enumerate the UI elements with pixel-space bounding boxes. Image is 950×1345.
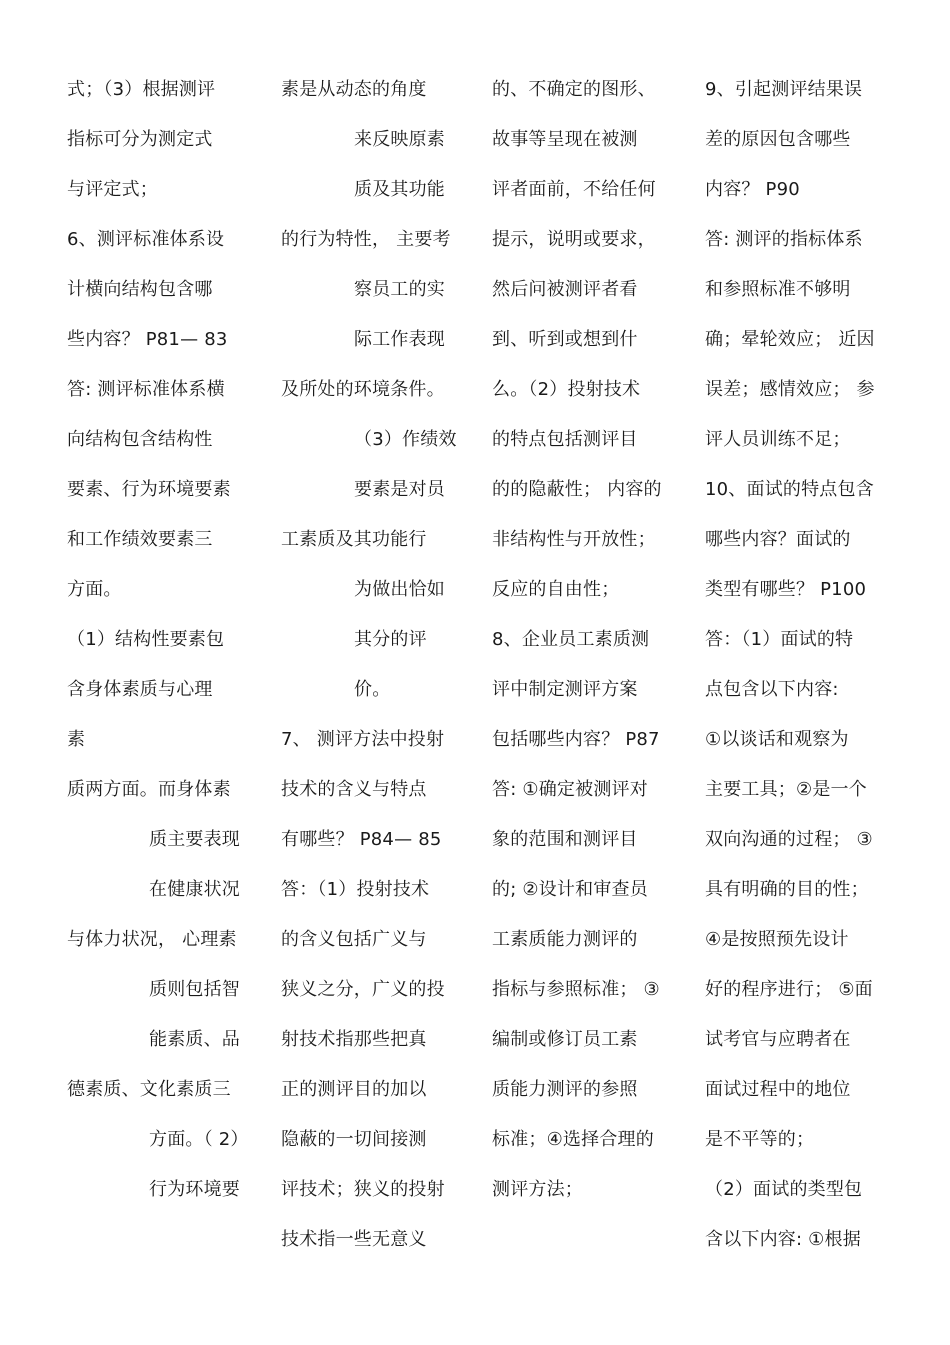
- text-line: 7、 测评方法中投射: [281, 729, 445, 750]
- text-line: 狭义之分，广义的投: [281, 979, 445, 1000]
- text-line: 其分的评: [354, 629, 427, 650]
- text-line: 些内容？ P81— 83: [67, 329, 228, 350]
- text-line: 技术的含义与特点: [281, 779, 427, 800]
- text-line: 的、不确定的图形、: [492, 79, 656, 100]
- text-line: 哪些内容？面试的: [705, 529, 851, 550]
- text-line: 向结构包含结构性: [67, 429, 213, 450]
- text-line: 隐蔽的一切间接测: [281, 1129, 427, 1150]
- text-line: 行为环境要: [149, 1179, 240, 1200]
- text-line: 象的范围和测评目: [492, 829, 638, 850]
- text-line: 答: ①确定被测评对: [492, 779, 648, 800]
- text-line: 来反映原素: [354, 129, 445, 150]
- text-line: 质两方面。而身体素: [67, 779, 231, 800]
- text-line: 确；晕轮效应； 近因: [705, 329, 875, 350]
- text-line: 6、测评标准体系设: [67, 229, 225, 250]
- text-line: 评人员训练不足；: [705, 429, 851, 450]
- text-line: 么。（2）投射技术: [492, 379, 641, 400]
- text-line: 工素质及其功能行: [281, 529, 427, 550]
- text-line: 的行为特性， 主要考: [281, 229, 451, 250]
- text-line: 然后问被测评者看: [492, 279, 638, 300]
- text-line: 方面。（ 2）: [149, 1129, 249, 1150]
- text-line: 答：（1）面试的特: [705, 629, 854, 650]
- text-line: 要素是对员: [354, 479, 445, 500]
- text-line: （2）面试的类型包: [705, 1179, 863, 1200]
- text-line: 要素、行为环境要素: [67, 479, 231, 500]
- text-line: 误差；感情效应； 参: [705, 379, 875, 400]
- text-line: 质能力测评的参照: [492, 1079, 638, 1100]
- text-line: 计横向结构包含哪: [67, 279, 213, 300]
- text-line: 与体力状况， 心理素: [67, 929, 237, 950]
- text-line: 察员工的实: [354, 279, 445, 300]
- text-line: 质主要表现: [149, 829, 240, 850]
- text-line: 到、听到或想到什: [492, 329, 638, 350]
- text-column-4: [705, 75, 905, 1275]
- text-line: 的含义包括广义与: [281, 929, 427, 950]
- text-line: 指标与参照标准； ③: [492, 979, 660, 1000]
- text-line: 技术指一些无意义: [281, 1229, 427, 1250]
- text-line: 编制或修订员工素: [492, 1029, 638, 1050]
- text-line: 类型有哪些？ P100: [705, 579, 867, 600]
- text-line: 评技术；狭义的投射: [281, 1179, 445, 1200]
- text-line: 8、企业员工素质测: [492, 629, 650, 650]
- text-line: 际工作表现: [354, 329, 445, 350]
- text-line: 评者面前，不给任何: [492, 179, 656, 200]
- text-line: 素是从动态的角度: [281, 79, 427, 100]
- text-column-1: [67, 75, 257, 1225]
- text-line: 价。: [354, 679, 391, 700]
- text-line: （1）结构性要素包: [67, 629, 225, 650]
- text-line: 指标可分为测定式: [67, 129, 213, 150]
- text-line: 反应的自由性；: [492, 579, 620, 600]
- text-line: 的特点包括测评目: [492, 429, 638, 450]
- text-line: 评中制定测评方案: [492, 679, 638, 700]
- text-line: 答: 测评的指标体系: [705, 229, 863, 250]
- text-line: 和工作绩效要素三: [67, 529, 213, 550]
- text-line: 差的原因包含哪些: [705, 129, 851, 150]
- text-line: 与评定式；: [67, 179, 158, 200]
- text-line: 试考官与应聘者在: [705, 1029, 851, 1050]
- text-line: 提示，说明或要求，: [492, 229, 656, 250]
- text-column-2: [281, 75, 471, 1275]
- text-line: 式；（3）根据测评: [67, 79, 216, 100]
- text-line: 德素质、文化素质三: [67, 1079, 231, 1100]
- text-line: 的; ②设计和审查员: [492, 879, 648, 900]
- text-line: 有哪些？ P84— 85: [281, 829, 442, 850]
- text-line: 包括哪些内容？ P87: [492, 729, 660, 750]
- text-line: 含以下内容: ①根据: [705, 1229, 861, 1250]
- text-line: 工素质能力测评的: [492, 929, 638, 950]
- text-line: 具有明确的目的性；: [705, 879, 869, 900]
- text-line: 答：（1）投射技术: [281, 879, 430, 900]
- text-line: 在健康状况: [149, 879, 240, 900]
- text-line: 10、面试的特点包含: [705, 479, 874, 500]
- text-line: 主要工具；②是一个: [705, 779, 867, 800]
- text-line: 射技术指那些把真: [281, 1029, 427, 1050]
- text-line: 点包含以下内容:: [705, 679, 839, 700]
- text-line: 标准；④选择合理的: [492, 1129, 654, 1150]
- text-line: 正的测评目的加以: [281, 1079, 427, 1100]
- text-line: 是不平等的；: [705, 1129, 815, 1150]
- text-line: 好的程序进行； ⑤面: [705, 979, 873, 1000]
- text-line: 质则包括智: [149, 979, 240, 1000]
- text-line: 为做出恰如: [354, 579, 445, 600]
- text-line: 质及其功能: [354, 179, 445, 200]
- text-line: 测评方法；: [492, 1179, 583, 1200]
- text-line: 和参照标准不够明: [705, 279, 851, 300]
- text-line: 含身体素质与心理: [67, 679, 213, 700]
- text-line: ①以谈话和观察为: [705, 729, 849, 750]
- text-line: 及所处的环境条件。: [281, 379, 445, 400]
- text-line: 答: 测评标准体系横: [67, 379, 225, 400]
- text-column-3: [492, 75, 682, 1225]
- text-line: 能素质、品: [149, 1029, 240, 1050]
- text-line: 方面。: [67, 579, 122, 600]
- text-line: 的的隐蔽性； 内容的: [492, 479, 662, 500]
- text-line: （3）作绩效: [354, 429, 457, 450]
- text-line: 双向沟通的过程； ③: [705, 829, 873, 850]
- text-line: 非结构性与开放性；: [492, 529, 656, 550]
- text-line: 面试过程中的地位: [705, 1079, 851, 1100]
- text-line: ④是按照预先设计: [705, 929, 849, 950]
- text-line: 内容？ P90: [705, 179, 800, 200]
- text-line: 故事等呈现在被测: [492, 129, 638, 150]
- text-line: 9、引起测评结果误: [705, 79, 863, 100]
- text-line: 素: [67, 729, 86, 750]
